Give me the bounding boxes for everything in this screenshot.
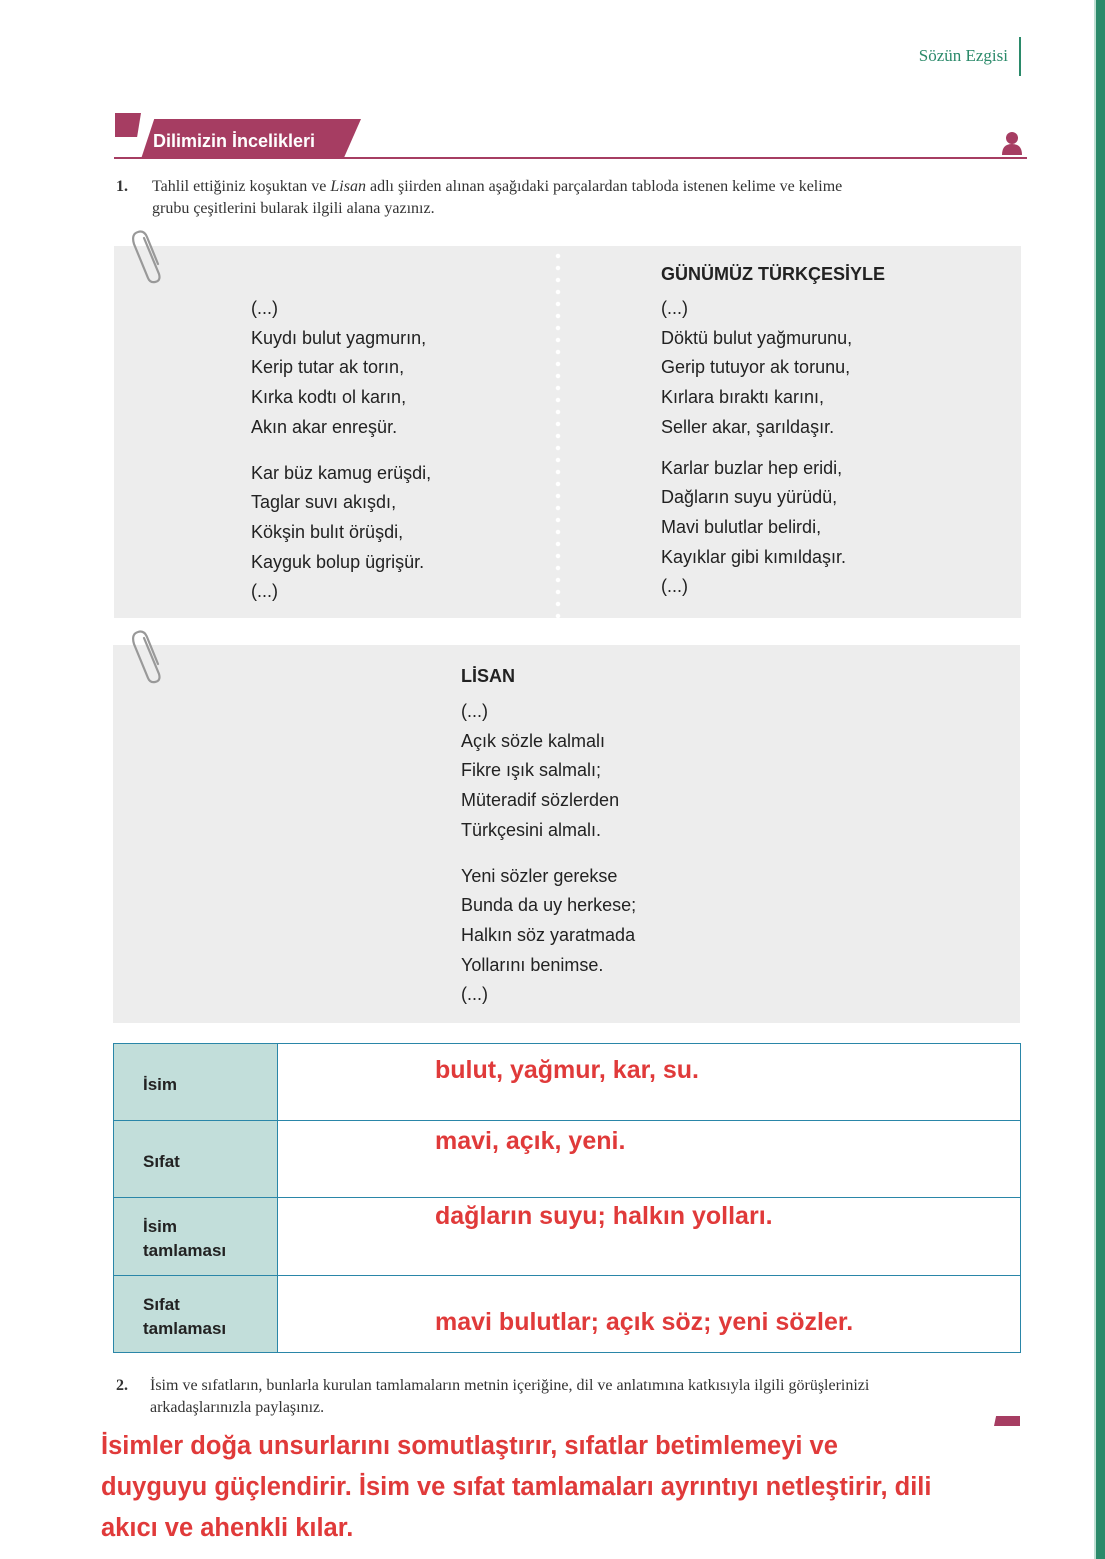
question-1-text: [152, 176, 1022, 220]
verse-line: Kayguk bolup ügrişür.: [251, 551, 425, 572]
row-label-text: Sıfat: [143, 1152, 180, 1171]
section-rule: [114, 157, 1027, 159]
answer-table: [113, 1043, 1021, 1353]
question-2-number: 2.: [116, 1377, 128, 1394]
question-2-line2: arkadaşlarınızla paylaşınız.: [150, 1399, 325, 1416]
paperclip-icon: [130, 628, 166, 684]
answer-text: dağların suyu; halkın yolları.: [435, 1202, 773, 1230]
banner-accent: [115, 113, 141, 137]
verse-line: Yeni sözler gerekse: [461, 865, 618, 886]
verse-line: Açık sözle kalmalı: [461, 730, 606, 751]
verse-line: (...): [251, 581, 278, 602]
row-label: [114, 1198, 278, 1276]
answer-paragraph[interactable]: [101, 1426, 1061, 1549]
running-title-divider: [1019, 37, 1021, 76]
poem-modern-title: GÜNÜMÜZ TÜRKÇESİYLE: [661, 264, 885, 284]
table-row: [114, 1121, 1021, 1198]
question-1-text-a: Tahlil ettiğiniz koşuktan ve: [152, 178, 331, 195]
row-label-text: İsim: [143, 1075, 178, 1094]
verse-line: Türkçesini almalı.: [461, 819, 602, 840]
verse-line: Gerip tutuyor ak torunu,: [661, 357, 851, 378]
paperclip-icon: [130, 228, 166, 284]
table-row: [114, 1276, 1021, 1353]
verse-line: (...): [661, 298, 688, 318]
page-edge-bar: [1096, 0, 1105, 1559]
answer-line: İsimler doğa unsurlarını somutlaştırır, sıfatlar betimlemeyi ve: [101, 1432, 838, 1460]
verse-line: Karlar buzlar hep eridi,: [661, 457, 843, 478]
verse-line: Yollarını benimse.: [461, 954, 604, 975]
question-1-number: 1.: [116, 178, 128, 195]
question-2-text: [150, 1375, 1030, 1419]
verse-line: (...): [461, 984, 488, 1005]
answer-text: mavi, açık, yeni.: [435, 1127, 626, 1155]
poem-modern: [661, 294, 852, 602]
verse-line: (...): [661, 576, 688, 597]
answer-cell[interactable]: [278, 1044, 1021, 1121]
running-title: Sözün Ezgisi: [918, 46, 1008, 65]
answer-text: bulut, yağmur, kar, su.: [435, 1056, 699, 1084]
table-row: [114, 1198, 1021, 1276]
row-label-text: Sıfat: [143, 1295, 180, 1314]
verse-line: Kuydı bulut yagmurın,: [251, 327, 427, 348]
verse-line: (...): [461, 701, 488, 721]
row-label-text: tamlaması: [143, 1241, 227, 1260]
verse-line: Kırka kodtı ol karın,: [251, 387, 407, 408]
answer-line: akıcı ve ahenkli kılar.: [101, 1514, 354, 1542]
poem-lisan-title: LİSAN: [461, 666, 515, 686]
verse-line: Kökşin bulıt örüşdi,: [251, 521, 404, 542]
question-1-italic: Lisan: [330, 178, 366, 195]
verse-line: (...): [251, 298, 278, 318]
verse-line: Bunda da uy herkese;: [461, 895, 637, 916]
verse-line: Fikre ışık salmalı;: [461, 760, 602, 781]
answer-cell[interactable]: [278, 1121, 1021, 1198]
answer-cell[interactable]: [278, 1276, 1021, 1353]
row-label: [114, 1121, 278, 1198]
verse-line: Kar büz kamug erüşdi,: [251, 462, 432, 483]
corner-marker: [994, 1416, 1020, 1426]
verse-line: Kırlara bıraktı karını,: [661, 387, 825, 408]
question-1-line2: grubu çeşitlerini bularak ilgili alana yazınız.: [152, 200, 435, 217]
verse-line: Dağların suyu yürüdü,: [661, 487, 838, 508]
question-2-line1: İsim ve sıfatların, bunlarla kurulan tamlamaların metnin içeriğine, dil ve anlatımına katkısıyla ilgili görüşlerinizi: [150, 1377, 870, 1394]
verse-line: Döktü bulut yağmurunu,: [661, 327, 853, 348]
answer-cell[interactable]: [278, 1198, 1021, 1276]
verse-line: Taglar suvı akışdı,: [251, 492, 397, 513]
verse-line: Halkın söz yaratmada: [461, 924, 636, 945]
dotted-divider: [555, 250, 561, 618]
row-label: [114, 1044, 278, 1121]
row-label-text: tamlaması: [143, 1319, 227, 1338]
poem-original: [251, 294, 431, 607]
table-row: [114, 1044, 1021, 1121]
question-1-text-b: adlı şiirden alınan aşağıdaki parçalardan tabloda istenen kelime ve kelime: [365, 178, 843, 195]
verse-line: Seller akar, şarıldaşır.: [661, 416, 835, 437]
verse-line: Akın akar enreşür.: [251, 416, 398, 437]
row-label: [114, 1276, 278, 1353]
answer-line: duyguyu güçlendirir. İsim ve sıfat tamlamaları ayrıntıyı netleştirir, dili: [101, 1473, 932, 1501]
verse-line: Kayıklar gibi kımıldaşır.: [661, 546, 847, 567]
verse-line: Mavi bulutlar belirdi,: [661, 516, 822, 537]
row-label-text: İsim: [143, 1217, 178, 1236]
person-icon: [1001, 131, 1023, 155]
answer-text: mavi bulutlar; açık söz; yeni sözler.: [435, 1308, 854, 1336]
verse-line: Kerip tutar ak torın,: [251, 357, 405, 378]
poem-lisan: [461, 697, 636, 1010]
section-title: Dilimizin İncelikleri: [153, 131, 316, 151]
verse-line: Müteradif sözlerden: [461, 790, 620, 811]
